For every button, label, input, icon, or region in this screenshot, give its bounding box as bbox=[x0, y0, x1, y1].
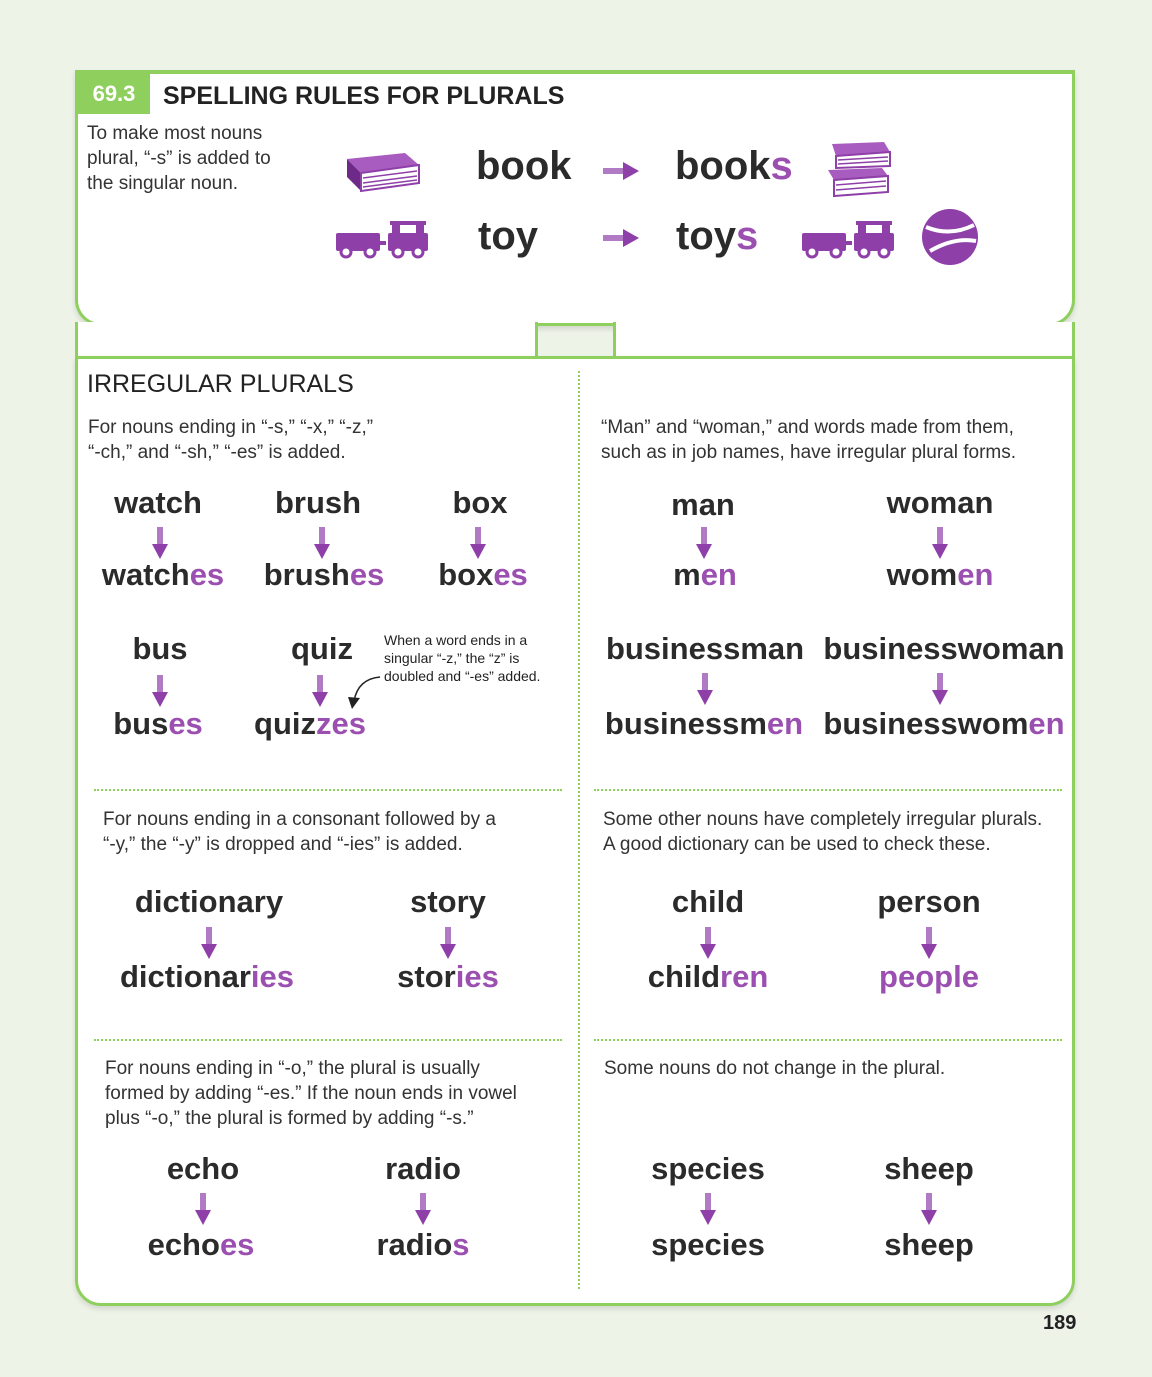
quiz-note: When a word ends in a singular “-z,” the “z” is doubled and “-es” added. bbox=[384, 632, 541, 684]
plural-dictionaries: dictionaries bbox=[119, 959, 295, 994]
section-number-badge: 69.3 bbox=[78, 74, 150, 114]
plural-echoes: echoes bbox=[147, 1227, 255, 1262]
intro-unchanged: Some nouns do not change in the plural. bbox=[604, 1058, 946, 1079]
down-arrow-icon bbox=[921, 1193, 937, 1225]
irregular-plurals-panel bbox=[75, 356, 1075, 1306]
spelling-rules-panel bbox=[75, 70, 1075, 326]
intro-man-woman: “Man” and “woman,” and words made from them, such as in job names, have irregular plural forms. bbox=[601, 417, 1017, 463]
down-arrow-icon bbox=[440, 927, 456, 959]
singular-woman: woman bbox=[886, 485, 994, 520]
ball-icon bbox=[920, 207, 980, 267]
curved-arrow-icon bbox=[344, 671, 384, 711]
down-arrow-icon bbox=[470, 527, 486, 559]
singular-businesswoman: businesswoman bbox=[823, 631, 1065, 666]
top-intro: To make most nouns plural, “-s” is added to the singular noun. bbox=[87, 123, 271, 194]
singular-businessman: businessman bbox=[605, 631, 805, 666]
row-divider bbox=[94, 1039, 562, 1041]
down-arrow-icon bbox=[921, 927, 937, 959]
plural-stories: stories bbox=[397, 959, 499, 994]
plural-businesswomen: businesswomen bbox=[823, 706, 1065, 741]
plural-radios: radios bbox=[376, 1227, 470, 1262]
down-arrow-icon bbox=[700, 927, 716, 959]
singular-echo: echo bbox=[166, 1151, 240, 1186]
plural-brushes: brushes bbox=[263, 557, 385, 592]
singular-watch: watch bbox=[114, 485, 202, 520]
connector-right bbox=[613, 322, 1075, 360]
plural-businessmen: businessmen bbox=[604, 706, 804, 741]
right-arrow-icon bbox=[603, 229, 639, 247]
singular-box: box bbox=[452, 485, 508, 520]
books-stack-icon bbox=[826, 140, 894, 198]
connector-left bbox=[75, 322, 538, 360]
singular-bus: bus bbox=[132, 631, 188, 666]
toy-train-icon bbox=[800, 219, 898, 259]
down-arrow-icon bbox=[932, 673, 948, 705]
down-arrow-icon bbox=[415, 1193, 431, 1225]
section-title: SPELLING RULES FOR PLURALS bbox=[163, 82, 565, 110]
down-arrow-icon bbox=[312, 675, 328, 707]
top-plural-toys: toys bbox=[676, 214, 759, 258]
plural-sheep: sheep bbox=[884, 1227, 974, 1262]
page-number: 189 bbox=[1043, 1312, 1077, 1334]
plural-men: men bbox=[673, 557, 737, 592]
column-divider bbox=[578, 371, 580, 1289]
singular-sheep: sheep bbox=[884, 1151, 974, 1186]
plural-children: children bbox=[647, 959, 769, 994]
top-singular-book: book bbox=[476, 144, 572, 188]
top-singular-toy: toy bbox=[478, 214, 538, 258]
plural-people: people bbox=[879, 959, 979, 994]
singular-species: species bbox=[651, 1151, 765, 1186]
top-plural-books: books bbox=[675, 144, 793, 188]
down-arrow-icon bbox=[697, 673, 713, 705]
down-arrow-icon bbox=[932, 527, 948, 559]
intro-s-x-z: For nouns ending in “-s,” “-x,” “-z,” “-ch,” and “-sh,” “-es” is added. bbox=[88, 417, 374, 463]
down-arrow-icon bbox=[314, 527, 330, 559]
intro-y-ies: For nouns ending in a consonant followed by a “-y,” the “-y” is dropped and “-ies” is added. bbox=[103, 809, 496, 855]
down-arrow-icon bbox=[152, 675, 168, 707]
toy-train-icon bbox=[334, 219, 432, 259]
intro-other: Some other nouns have completely irregular plurals. A good dictionary can be used to check these. bbox=[603, 809, 1043, 855]
down-arrow-icon bbox=[696, 527, 712, 559]
row-divider bbox=[594, 1039, 1062, 1041]
intro-o-es: For nouns ending in “-o,” the plural is usually formed by adding “-es.” If the noun ends in vowel plus “-o,” the plural is formed by adding “-s.” bbox=[105, 1058, 517, 1129]
singular-brush: brush bbox=[274, 485, 362, 520]
right-arrow-icon bbox=[603, 162, 639, 180]
down-arrow-icon bbox=[152, 527, 168, 559]
plural-boxes: boxes bbox=[438, 557, 528, 592]
down-arrow-icon bbox=[201, 927, 217, 959]
down-arrow-icon bbox=[195, 1193, 211, 1225]
singular-man: man bbox=[671, 487, 735, 522]
book-icon bbox=[343, 149, 423, 194]
irregular-title: IRREGULAR PLURALS bbox=[87, 370, 354, 398]
plural-women: women bbox=[886, 557, 994, 592]
singular-quiz: quiz bbox=[291, 631, 353, 666]
plural-quizzes: quizzes bbox=[254, 706, 366, 741]
singular-person: person bbox=[877, 884, 981, 919]
singular-story: story bbox=[410, 884, 486, 919]
plural-species: species bbox=[651, 1227, 765, 1262]
row-divider bbox=[94, 789, 562, 791]
row-divider bbox=[594, 789, 1062, 791]
singular-radio: radio bbox=[385, 1151, 461, 1186]
plural-buses: buses bbox=[113, 706, 203, 741]
down-arrow-icon bbox=[700, 1193, 716, 1225]
plural-watches: watches bbox=[101, 557, 225, 592]
singular-dictionary: dictionary bbox=[134, 884, 284, 919]
singular-child: child bbox=[671, 884, 745, 919]
